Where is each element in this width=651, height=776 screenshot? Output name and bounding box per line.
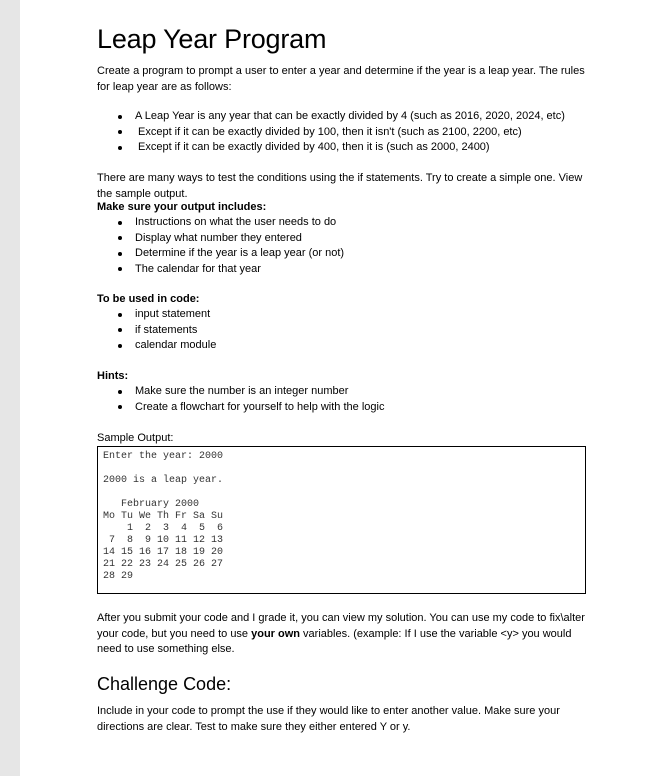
hint-item: Create a flowchart for yourself to help with the logic xyxy=(135,400,384,416)
output-item: Instructions on what the user needs to do xyxy=(135,215,344,231)
code-item: if statements xyxy=(135,323,216,339)
document-page xyxy=(20,0,651,776)
page-title: Leap Year Program xyxy=(97,24,327,54)
after-paragraph xyxy=(97,611,587,658)
rule-item: Except if it can be exactly divided by 100, then it isn't (such as 2100, 2200, etc) xyxy=(135,125,565,141)
output-item: Determine if the year is a leap year (or not) xyxy=(135,246,344,262)
sample-prompt: Enter the year: 2000 xyxy=(103,451,224,462)
challenge-heading: Challenge Code: xyxy=(97,674,232,694)
code-item: calendar module xyxy=(135,338,216,354)
output-heading: Make sure your output includes: xyxy=(97,201,267,213)
sample-output-box xyxy=(97,446,586,594)
ways-paragraph: There are many ways to test the conditions using the if statements. Try to create a simple one. View the sample output. xyxy=(97,172,583,200)
sample-calendar: February 2000 Mo Tu We Th Fr Sa Su 1 2 3 4 5 6 7 8 9 10 11 12 13 14 15 16 17 18 19 20 21 22 23 24 25 26 27 28 29 xyxy=(103,499,224,582)
hints-heading: Hints: xyxy=(97,370,129,382)
hint-item: Make sure the number is an integer number xyxy=(135,384,384,400)
code-list xyxy=(135,307,216,354)
code-item: input statement xyxy=(135,307,216,323)
intro-paragraph: Create a program to prompt a user to enter a year and determine if the year is a leap year. The rules for leap year are as follows: xyxy=(97,65,585,93)
rule-item: Except if it can be exactly divided by 400, then it is (such as 2000, 2400) xyxy=(135,140,565,156)
output-item: The calendar for that year xyxy=(135,262,344,278)
after-text-bold: your own xyxy=(251,627,300,640)
code-heading: To be used in code: xyxy=(97,293,200,305)
after-text-2: variables. (example: If I use the variable <y> you would need to use something else. xyxy=(97,627,572,655)
challenge-paragraph: Include in your code to prompt the use if they would like to enter another value. Make sure your directions are clear. Test to make sure they either entered Y or y. xyxy=(97,705,560,733)
rule-item: A Leap Year is any year that can be exactly divided by 4 (such as 2016, 2020, 2024, etc) xyxy=(135,109,565,125)
sample-result: 2000 is a leap year. xyxy=(103,475,224,486)
rules-list xyxy=(135,109,565,156)
hints-list xyxy=(135,384,384,415)
output-item: Display what number they entered xyxy=(135,231,344,247)
after-text-1: After you submit your code and I grade it, you can view my solution. You can use my code to fix\alter your code, but you need to use xyxy=(97,612,585,640)
output-list xyxy=(135,215,344,277)
sample-label: Sample Output: xyxy=(97,432,174,444)
